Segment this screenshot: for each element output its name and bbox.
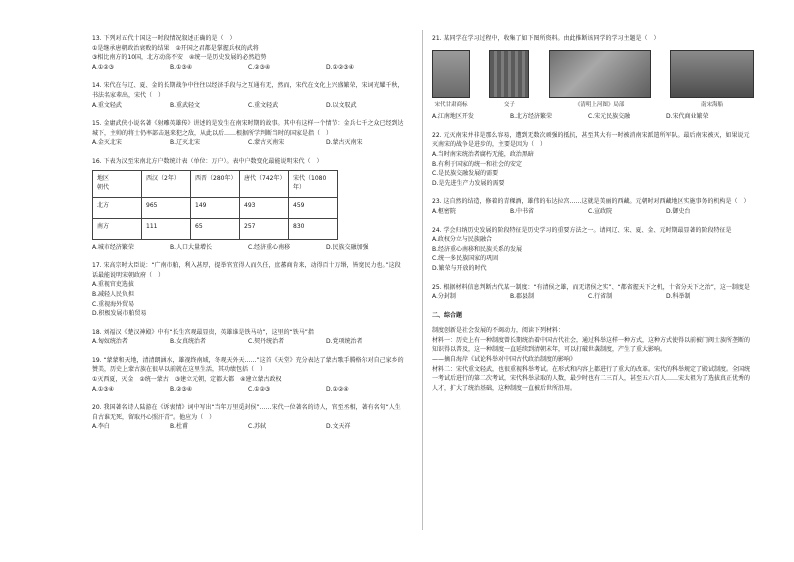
question-18 <box>92 328 404 347</box>
table-cell: 459 <box>289 197 338 218</box>
option-c[interactable]: C.苏轼 <box>248 423 267 431</box>
option-d[interactable]: D.①②③④ <box>326 63 355 71</box>
material-two: 材料二：宋代重文轻武，也很重视科举考试。在形式和内容上都进行了重大的改革。宋代的科举规定了殿试制度。全国统一考试后进行的第二次考试，宋代科举录取的人数，最少时也有二三百人，甚至五六百人……宋太祖为了选拔真正优秀的人才，扩大了统治基础，这种制度一直被后世所沿用。 <box>432 365 751 392</box>
question-16 <box>92 157 404 252</box>
question-stem: 17. 宋高宗时大臣说：“广南市舶，利入甚厚，提举官宜得人而久任，庶蕃商肯来，动得百十万缗，皆宽民力也。”这段话最能说明宋朝政府（ ） <box>92 262 401 279</box>
option-a[interactable]: A.政权分立与民族融合 <box>432 236 492 244</box>
question-stem: 24. 学会归纳历史发展的阶段特征是历史学习的重要方法之一。请问辽、宋、夏、金、元时期最显著的阶段特征是 <box>432 226 732 234</box>
jiaozi-image <box>489 50 529 98</box>
options <box>92 138 404 148</box>
question-14 <box>92 81 404 110</box>
ship-image <box>670 50 754 98</box>
question-stem: 18. 刘福汉《楚汉神殿》中有“长生宫观最显贵，英雄谁是铁马功”，这里的“铁马”指 <box>92 328 314 336</box>
options <box>92 63 404 73</box>
option-b[interactable]: B.人口大量增长 <box>170 243 213 251</box>
statement-line: ③相比南方的10国，北方动荡不安 ④统一是历史发展的必然趋势 <box>92 54 267 62</box>
table-header-row <box>93 170 338 197</box>
table-cell: 149 <box>191 197 240 218</box>
question-19 <box>92 356 404 394</box>
table-cell: 830 <box>289 218 338 239</box>
options <box>432 207 754 217</box>
figure-caption: 《清明上河图》局部 <box>574 101 625 108</box>
options <box>92 101 404 111</box>
question-stem: 22. 元灭南宋并非是那么容易，遭到无数次顽强的抵抗，甚至其大有一时被消南宋派遣所军队。最后南宋被灭，如果说元灭南宋的战争是进步的，主要是因为（ ） <box>432 131 750 149</box>
option-c[interactable]: C.是民族交融发展的需要 <box>432 170 499 178</box>
option-a[interactable]: A.匈奴统治者 <box>92 338 128 346</box>
table-row <box>93 197 338 218</box>
option-d[interactable]: D.是先进生产力发展的需要 <box>432 179 505 187</box>
option-c[interactable]: C.宣政院 <box>588 207 613 215</box>
option-a[interactable]: A.江南地区开发 <box>432 113 474 121</box>
column-divider <box>422 30 423 530</box>
options <box>92 422 404 432</box>
option-a[interactable]: A.①②③ <box>92 63 115 71</box>
option-d[interactable]: D.党项统治者 <box>326 338 363 346</box>
material-one-source: ——摘自海岸《试论科举对中国古代政治制度的影响》 <box>432 356 577 364</box>
option-b[interactable]: B.经济重心南移和民族关系的发展 <box>432 245 523 253</box>
figure-ship <box>670 50 754 111</box>
option-b[interactable]: B.杜甫 <box>170 423 189 431</box>
question-21 <box>432 34 754 122</box>
statement-line: ①是继承唐朝政治衰败的结果 ②开国之君都是掌握兵权的武将 <box>92 44 259 52</box>
option-b[interactable]: B.①③④ <box>170 63 193 71</box>
option-c[interactable]: C.宋元民族交融 <box>588 113 631 121</box>
table-cell: 965 <box>142 197 191 218</box>
option-c[interactable]: C.①②③ <box>248 385 271 393</box>
option-b[interactable]: B.辽灭北宋 <box>170 139 201 147</box>
question-stem: 15. 金庸武侠小说名著《射雕英雄传》讲述的是发生在南宋时期的故事。其中有这样一个情节：金兵七千之众已经到达城下，主帅的将士仍率部击退来犯之敌，从此以后……根据所学判断当时的国家是指（ ） <box>92 120 404 137</box>
table-cell: 65 <box>191 218 240 239</box>
question-stem: 25. 根据材料信息判断古代某一制度：“有清侯之雄，而无诸侯之实”、“都省握天下之机，十省分天下之治”，这一制度是 <box>432 283 750 291</box>
question-24 <box>432 226 754 274</box>
figure-qingming <box>549 50 651 111</box>
statement-line: ①灭西夏，灭金 ②统一蒙古 ③建立元朝，定都大都 ④建立蒙古政权 <box>92 376 282 384</box>
table-cell: 257 <box>240 218 289 239</box>
option-d[interactable]: D.繁荣与开放的时代 <box>432 264 487 272</box>
table-header-cell: 宋代（1080年） <box>289 170 338 197</box>
option-d[interactable]: D.民族交融加强 <box>326 243 369 251</box>
option-d[interactable]: D.①②④ <box>326 385 349 393</box>
figure-caption: 南宋海船 <box>700 101 723 108</box>
option-d[interactable]: D.文天祥 <box>326 423 351 431</box>
option-d[interactable]: D.科举制 <box>666 293 691 301</box>
option-a[interactable]: A.①③④ <box>92 385 115 393</box>
options <box>432 292 754 302</box>
table-header-cell: 西汉（2年） <box>142 170 191 197</box>
option-c[interactable]: C.经济重心南移 <box>248 243 291 251</box>
question-23 <box>432 197 754 216</box>
table-cell: 111 <box>142 218 191 239</box>
question-stem: 14. 宋代在与辽、夏、金的长期战争中往往以经济手段与之互通有无，然而，宋代在文化上兴盛繁荣，宋词光耀千秋，书法名家辈出，宋代（ ） <box>92 82 404 99</box>
question-20 <box>92 403 404 432</box>
section-title: 二、综合题 <box>432 311 463 319</box>
question-stem: 16. 下表为汉至宋南北方户数统计表（单位：万户）。表中户数变化最能说明宋代（ ） <box>92 157 323 165</box>
table-cell: 493 <box>240 197 289 218</box>
question-stem: 21. 某同学在学习过程中，收集了如下图所资料。由此推断该同学的学习主题是（ ） <box>432 35 660 42</box>
options <box>92 280 404 318</box>
option-c[interactable]: C.重文轻武 <box>248 101 279 109</box>
options <box>92 243 404 253</box>
option-c[interactable]: C.蒙古灭南宋 <box>248 139 285 147</box>
question-15 <box>92 119 404 148</box>
options <box>432 112 754 122</box>
figure-caption: 交子 <box>503 101 515 108</box>
question-22 <box>432 131 754 189</box>
option-b[interactable]: B.中书省 <box>510 207 535 215</box>
option-b[interactable]: B.北方经济繁荣 <box>510 113 553 121</box>
option-b[interactable]: B.女真统治者 <box>170 338 207 346</box>
table-cell: 南方 <box>93 218 142 239</box>
table-header-cell: 西晋（280年） <box>191 170 240 197</box>
table-row <box>93 218 338 239</box>
image-row <box>432 50 754 111</box>
question-stem: 13. 下列对五代十国这一时段情况叙述正确的是（ ） <box>92 35 236 42</box>
options <box>92 385 404 395</box>
option-b[interactable]: B.重武轻文 <box>170 101 201 109</box>
trademark-image <box>432 50 470 98</box>
left-column <box>92 34 404 441</box>
option-a[interactable]: A.分封制 <box>432 293 456 301</box>
option-a[interactable]: A.当时南宋统治者腐朽无能，政治黑暗 <box>432 150 534 158</box>
option-c[interactable]: C.②③④ <box>248 63 271 71</box>
figure-caption: 宋代甘肃商标 <box>434 101 468 108</box>
right-column <box>432 34 754 402</box>
question-13 <box>92 34 404 72</box>
option-a[interactable]: A.枢密院 <box>432 207 456 215</box>
option-b[interactable]: B.郡县制 <box>510 293 535 301</box>
painting-image <box>549 50 651 98</box>
figure-jiaozi <box>489 50 529 111</box>
table-header-cell: 唐代（742年） <box>240 170 289 197</box>
household-table <box>92 170 338 240</box>
question-25 <box>432 283 754 302</box>
option-d[interactable]: D.以文驭武 <box>326 101 357 109</box>
option-b[interactable]: B.有利于国家的统一和社会的安定 <box>432 160 523 168</box>
option-d[interactable]: D.蒙古灭南宋 <box>326 139 363 147</box>
option-d[interactable]: D.宋代商业繁荣 <box>666 113 709 121</box>
option-b[interactable]: B.减轻人民负担 <box>92 290 135 298</box>
figure-trademark <box>432 50 470 111</box>
option-c[interactable]: C.行省制 <box>588 293 613 301</box>
option-c[interactable]: C.重视海外贸易 <box>92 300 135 308</box>
option-b[interactable]: B.②③④ <box>170 385 193 393</box>
question-26 <box>432 326 754 393</box>
option-d[interactable]: D.御史台 <box>666 207 691 215</box>
options <box>92 337 404 347</box>
option-d[interactable]: D.积极发展市舶贸易 <box>92 310 147 318</box>
question-stem: 制度创新是社会发展的不竭动力，阅读下列材料： <box>432 327 565 335</box>
table-header-cell: 地区 朝代 <box>93 170 142 197</box>
question-17 <box>92 261 404 319</box>
material-one: 材料一：历史上有一种制度曾长期统治着中国古代社会，通过科举这样一种方式，这种方式使得以前被门阀士族所垄断的知识得以普及，这一种制度一直延续到清朝末年，可以打破世袭制度，产生了重大影响。 <box>432 336 751 354</box>
option-c[interactable]: C.契丹统治者 <box>248 338 285 346</box>
option-a[interactable]: A.金灭北宋 <box>92 139 122 147</box>
option-a[interactable]: A.城市经济繁荣 <box>92 243 134 251</box>
option-c[interactable]: C.统一多民族国家的巩固 <box>432 255 499 263</box>
question-stem: 23. 这自然的结造，修着的青稞酒，雄伟的布达拉宫……这就是美丽的西藏。元朝时对西藏地区实施事务的机构是（ ） <box>432 198 750 206</box>
question-stem: 20. 我国著名诗人陆游在《诉衷情》词中写出“当年万里觅封侯”……宋代一位著名的诗人，官至丞相，著有名句“人生自古谁无死，留取丹心照汗青”。他应为（ ） <box>92 404 401 421</box>
option-a[interactable]: A.李白 <box>92 423 110 431</box>
question-stem: 19. “蒙蒙和天地，清清朗涵水，雄视终南域，冬观天外天……”这首《天堂》充分表达了蒙古歌手腾格尔对自己家乡的赞美，历史上蒙古族在很早以前就在这里生活，其功绩包括（ ） <box>92 356 404 374</box>
option-a[interactable]: A.重文轻武 <box>92 101 122 109</box>
option-a[interactable]: A.重视官吏选拔 <box>92 281 134 289</box>
table-cell: 北方 <box>93 197 142 218</box>
